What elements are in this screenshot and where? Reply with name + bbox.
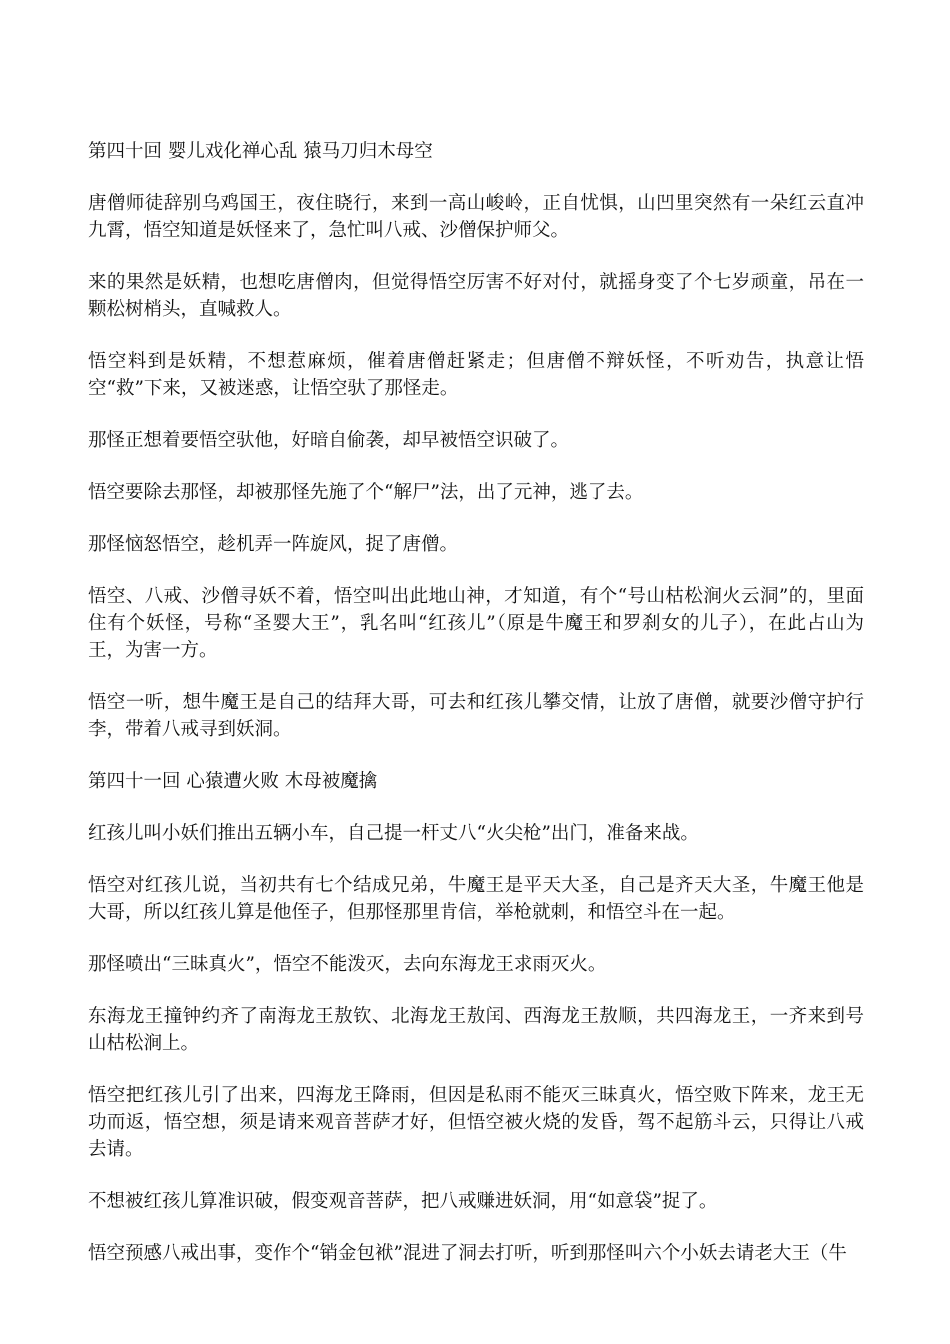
paragraph: 那怪正想着要悟空驮他，好暗自偷袭，却早被悟空识破了。 (88, 430, 570, 451)
paragraph: 唐僧师徒辞别乌鸡国王，夜住晓行，来到一高山峻岭，正自忧惧，山凹里突然有一朵红云直冲九霄，悟空知道是妖怪来了，急忙叫八戒、沙僧保护师父。 (88, 193, 864, 241)
paragraph: 红孩儿叫小妖们推出五辆小车，自己提一杆丈八“火尖枪”出门，准备来战。 (88, 823, 699, 844)
chapter-41-heading: 第四十一回 心猿遭火败 木母被魔擒 (88, 771, 378, 792)
chapter-40-heading: 第四十回 婴儿戏化禅心乱 猿马刀归木母空 (88, 141, 433, 162)
paragraph: 那怪喷出“三昧真火”，悟空不能泼灭，去向东海龙王求雨灭火。 (88, 954, 607, 975)
paragraph: 悟空把红孩儿引了出来，四海龙王降雨，但因是私雨不能灭三昧真火，悟空败下阵来，龙王无功而返，悟空想，须是请来观音菩萨才好，但悟空被火烧的发昏，驾不起筋斗云，只得让八戒去请。 (88, 1085, 864, 1160)
paragraph: 悟空预感八戒出事，变作个“销金包袱”混进了洞去打听，听到那怪叫六个小妖去请老大王（牛 (88, 1243, 847, 1264)
paragraph: 悟空要除去那怪，却被那怪先施了个“解尸”法，出了元神，逃了去。 (88, 482, 644, 503)
paragraph: 悟空料到是妖精，不想惹麻烦，催着唐僧赶紧走；但唐僧不辩妖怪，不听劝告，执意让悟空“救”下来，又被迷惑，让悟空驮了那怪走。 (88, 351, 864, 399)
document-page (88, 138, 864, 1292)
paragraph: 来的果然是妖精，也想吃唐僧肉，但觉得悟空厉害不好对付，就摇身变了个七岁顽童，吊在一颗松树梢头，直喊救人。 (88, 272, 864, 320)
paragraph: 悟空对红孩儿说，当初共有七个结成兄弟，牛魔王是平天大圣，自己是齐天大圣，牛魔王他是大哥，所以红孩儿算是他侄子，但那怪那里肯信，举枪就刺，和悟空斗在一起。 (88, 875, 864, 923)
paragraph: 东海龙王撞钟约齐了南海龙王敖钦、北海龙王敖闰、西海龙王敖顺，共四海龙王，一齐来到号山枯松涧上。 (88, 1006, 864, 1054)
paragraph: 不想被红孩儿算准识破，假变观音菩萨，把八戒赚进妖洞，用“如意袋”捉了。 (88, 1191, 718, 1212)
paragraph: 悟空一听，想牛魔王是自己的结拜大哥，可去和红孩儿攀交情，让放了唐僧，就要沙僧守护行李，带着八戒寻到妖洞。 (88, 692, 864, 740)
paragraph: 那怪恼怒悟空，趁机弄一阵旋风，捉了唐僧。 (88, 534, 459, 555)
paragraph: 悟空、八戒、沙僧寻妖不着，悟空叫出此地山神，才知道，有个“号山枯松涧火云洞”的，里面住有个妖怪，号称“圣婴大王”，乳名叫“红孩儿”（原是牛魔王和罗刹女的儿子），在此占山为王，为害一方。 (88, 586, 864, 661)
